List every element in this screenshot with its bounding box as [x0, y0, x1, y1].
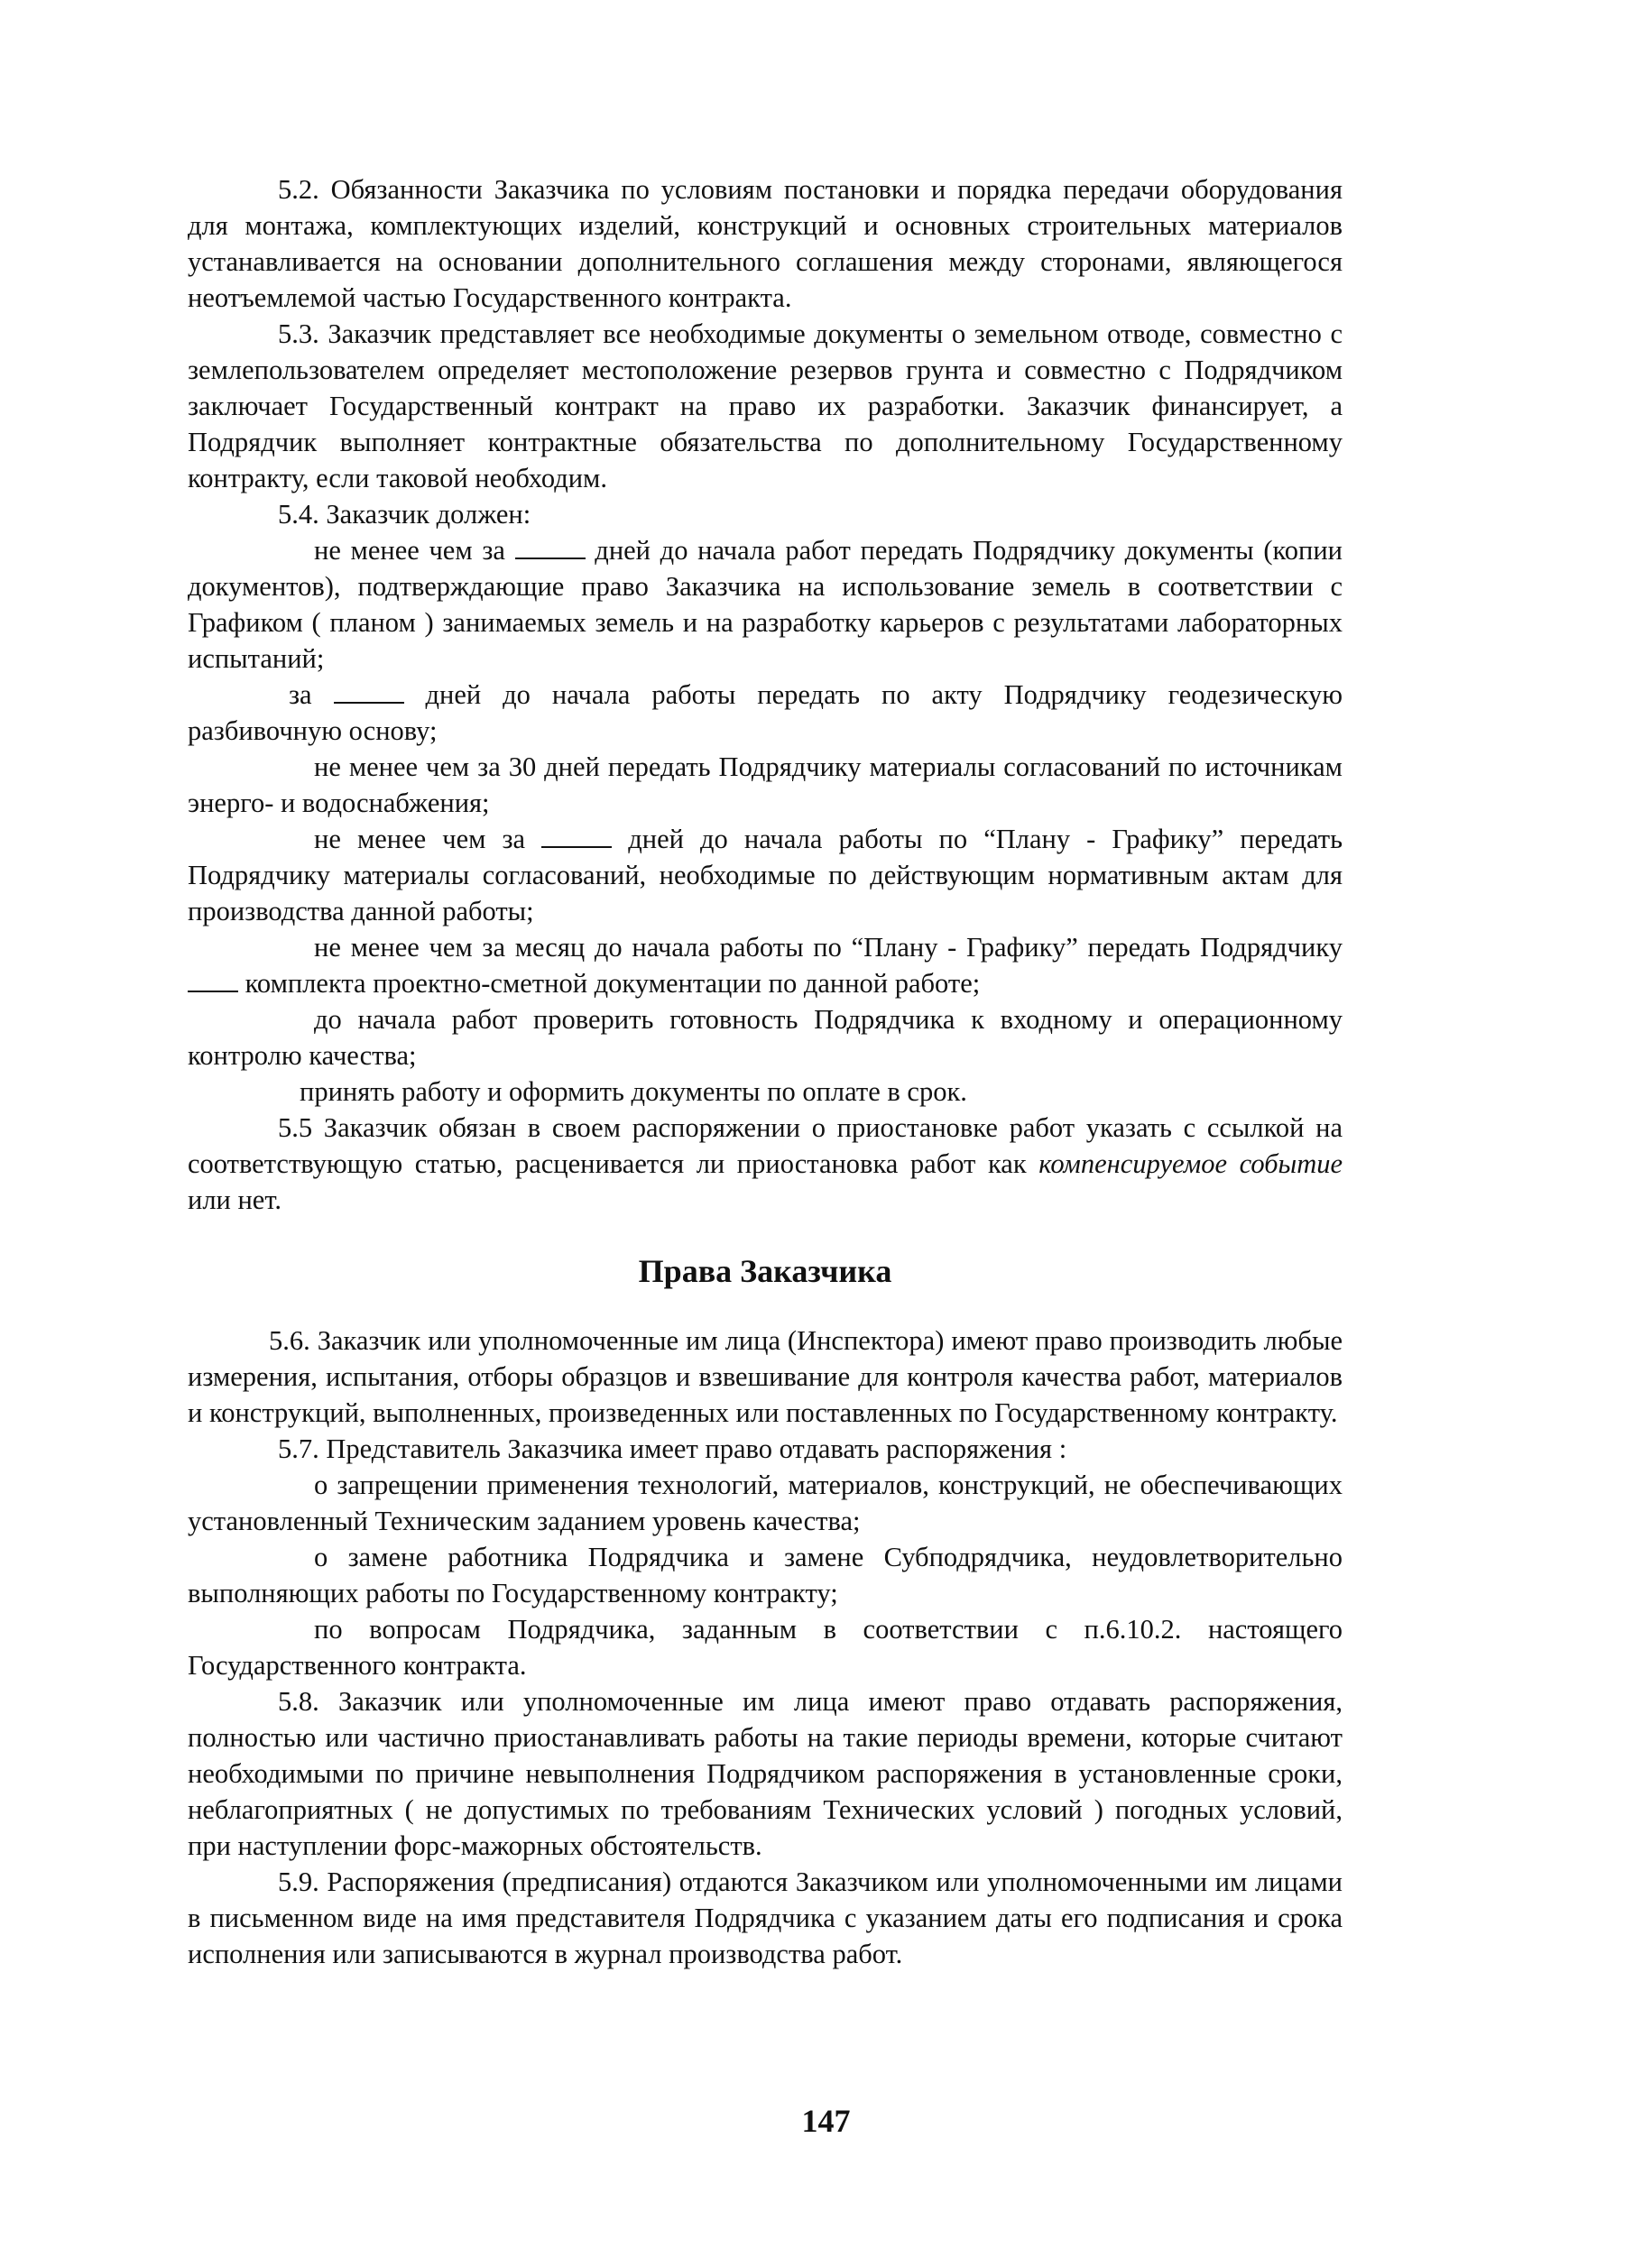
paragraph-5-7: 5.7. Представитель Заказчика имеет право отдавать распоряжения : — [278, 1433, 1067, 1464]
list-item: не менее чем за дней до начала работ передать Подрядчику документы (копии документов), подтверждающие право Заказчика на использование земель в соответствии с Графиком ( планом ) занимаемых земель и на разработку карьеров с результатами лабораторных испытаний; — [188, 535, 1343, 674]
section-heading: Права Заказчика — [638, 1253, 892, 1289]
list-item: по вопросам Подрядчика, заданным в соответствии с п.6.10.2. настоящего Государственного контракта. — [188, 1614, 1343, 1681]
paragraph-5-5: 5.5 Заказчик обязан в своем распоряжении о приостановке работ указать с ссылкой на соответствующую статью, расценивается ли приостановка работ как компенсируемое событие или нет. — [188, 1112, 1343, 1215]
paragraph-5-4: 5.4. Заказчик должен: — [278, 499, 531, 530]
paragraph-5-8: 5.8. Заказчик или уполномоченные им лица имеют право отдавать распоряжения, полностью или частично приостанавливать работы на такие периоды времени, которые считают необходимыми по причине невыполнения Подрядчиком распоряжения в установленные сроки, неблагоприятных ( не допустимых по требованиям Технических условий ) погодных условий, при наступлении форс-мажорных обстоятельств. — [188, 1686, 1343, 1861]
list-item: о замене работника Подрядчика и замене Субподрядчика, неудовлетворительно выполняющих работы по Государственному контракту; — [188, 1542, 1343, 1608]
list-item: не менее чем за месяц до начала работы по “Плану - Графику” передать Подрядчику комплекта проектно-сметной документации по данной работе; — [188, 929, 1343, 1001]
paragraph-5-9: 5.9. Распоряжения (предписания) отдаются Заказчиком или уполномоченными им лицами в письменном виде на имя представителя Подрядчика с указанием даты его подписания и срока исполнения или записываются в журнал производства работ. — [188, 1866, 1343, 1969]
blank-field — [188, 971, 238, 992]
list-item: не менее чем за дней до начала работы по “Плану - Графику” передать Подрядчику материалы согласований, необходимые по действующим нормативным актам для производства данной работы; — [188, 824, 1343, 926]
list-item: о запрещении применения технологий, материалов, конструкций, не обеспечивающих установленный Техническим заданием уровень качества; — [188, 1470, 1343, 1536]
list-item: не менее чем за 30 дней передать Подрядчику материалы согласований по источникам энерго- и водоснабжения; — [188, 751, 1343, 818]
paragraph-5-6: 5.6. Заказчик или уполномоченные им лица (Инспектора) имеют право производить любые измерения, испытания, отборы образцов и взвешивание для контроля качества работ, материалов и конструкций, выполненных, произведенных или поставленных по Государственному контракту. — [188, 1325, 1343, 1428]
paragraph-5-2: 5.2. Обязанности Заказчика по условиям постановки и порядка передачи оборудования для монтажа, комплектующих изделий, конструкций и основных строительных материалов устанавливается на основании дополнительного соглашения между сторонами, являющегося неотъемлемой частью Государственного контракта. — [188, 174, 1343, 313]
page-number: 147 — [801, 2103, 851, 2139]
blank-field — [334, 682, 404, 704]
list-item: до начала работ проверить готовность Подрядчика к входному и операционному контролю качества; — [188, 1004, 1343, 1071]
paragraph-5-3: 5.3. Заказчик представляет все необходимые документы о земельном отводе, совместно с землепользователем определяет местоположение резервов грунта и совместно с Подрядчиком заключает Государственный контракт на право их разработки. Заказчик финансирует, а Подрядчик выполняет контрактные обязательства по дополнительному Государственному контракту, если таковой необходим. — [188, 318, 1343, 493]
document-body — [188, 171, 1343, 1972]
blank-field — [541, 826, 612, 848]
list-item: за дней до начала работы передать по акту Подрядчику геодезическую разбивочную основу; — [188, 679, 1343, 746]
list-item: принять работу и оформить документы по оплате в срок. — [300, 1076, 967, 1107]
blank-field — [515, 538, 586, 559]
